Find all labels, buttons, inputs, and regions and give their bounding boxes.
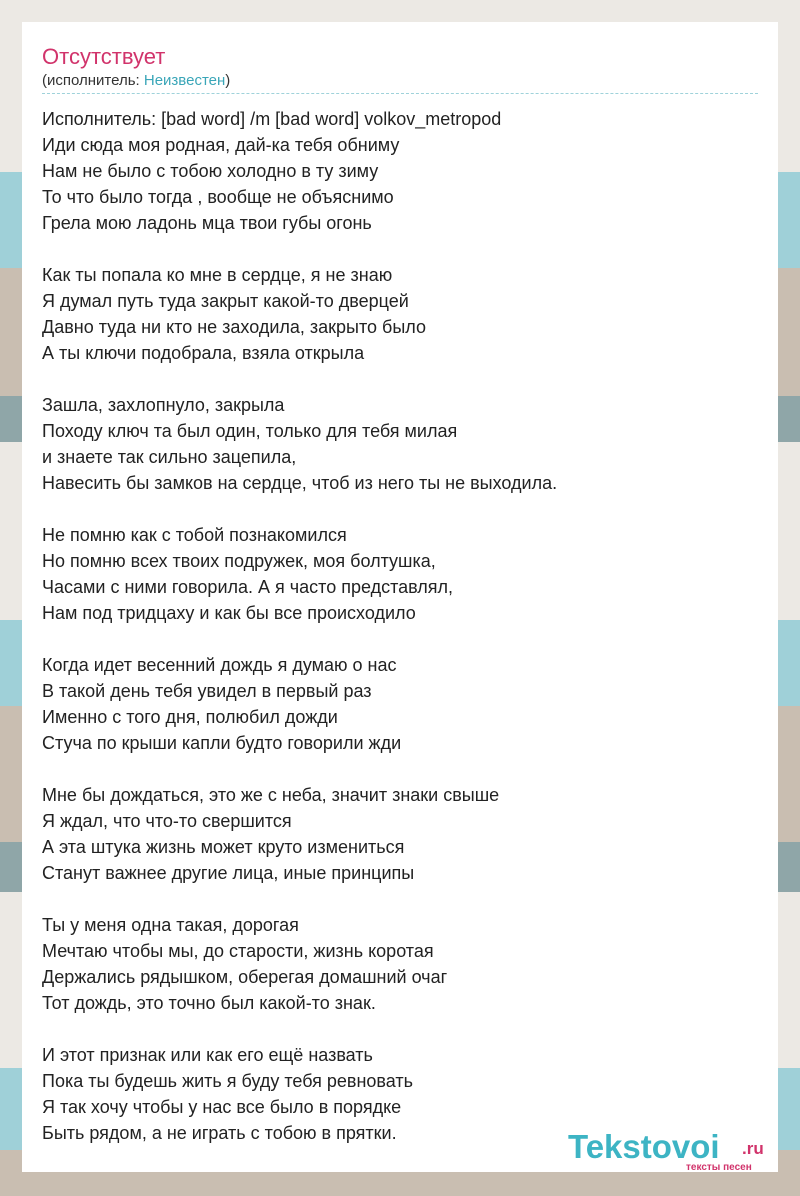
lyric-line: Нам не было с тобою холодно в ту зиму [42,161,379,181]
lyric-line: Не помню как с тобой познакомился [42,525,347,545]
artist-link[interactable]: Неизвестен [143,72,226,89]
lyric-line: Ты у меня одна такая, дорогая [42,915,299,935]
lyric-line: То что было тогда , вообще не объяснимо [42,187,394,207]
lyric-line: Навесить бы замков на сердце, чтоб из него ты не выходила. [42,473,558,493]
lyric-line: И этот признак или как его ещё назвать [42,1045,373,1065]
artist-line [42,72,230,89]
logo-wordmark: Tekstovoi [568,1128,720,1165]
lyric-line: А эта штука жизнь может круто измениться [42,837,405,857]
lyric-line: Именно с того дня, полюбил дожди [42,707,338,727]
lyric-line: Иди сюда моя родная, дай-ка тебя обниму [42,135,400,155]
stanza [42,912,762,1016]
lyric-line: и знаете так сильно зацепила, [42,447,297,467]
stanza [42,392,762,496]
lyric-line: А ты ключи подобрала, взяла открыла [42,343,365,363]
stanza [42,652,762,756]
lyrics-body [42,106,762,1172]
lyric-line: Часами с ними говорила. А я часто представлял, [42,577,454,597]
lyric-line: Когда идет весенний дождь я думаю о нас [42,655,397,675]
artist-prefix: (исполнитель: [42,72,144,89]
lyric-line: Стуча по крыши капли будто говорили жди [42,733,402,753]
logo-domain: .ru [742,1139,764,1158]
stanza [42,106,762,236]
title-divider [42,93,758,94]
lyric-line: Но помню всех твоих подружек, моя болтушка, [42,551,436,571]
logo-tagline: тексты песен [686,1162,752,1173]
lyric-line: Быть рядом, а не играть с тобою в прятки. [42,1123,397,1143]
lyric-line: Пока ты будешь жить я буду тебя ревновать [42,1071,413,1091]
lyric-line: Я так хочу чтобы у нас все было в порядке [42,1097,402,1117]
stanza [42,782,762,886]
lyric-line: Исполнитель: [bad word] /m [bad word] volkov_metropod [42,109,502,129]
lyric-line: Держались рядышком, оберегая домашний очаг [42,967,448,987]
lyric-line: Зашла, захлопнуло, закрыла [42,395,285,415]
lyric-line: Давно туда ни кто не заходила, закрыто было [42,317,427,337]
lyric-line: Мне бы дождаться, это же с неба, значит знаки свыше [42,785,500,805]
lyric-line: Грела мою ладонь мца твои губы огонь [42,213,372,233]
stanza [42,522,762,626]
lyric-line: Нам под тридцаху и как бы все происходило [42,603,416,623]
lyric-line: Походу ключ та был один, только для тебя милая [42,421,458,441]
lyric-line: Тот дождь, это точно был какой-то знак. [42,993,376,1013]
song-title: Отсутствует [42,44,166,69]
artist-suffix: ) [225,72,231,89]
lyric-line: Я ждал, что что-то свершится [42,811,292,831]
lyric-line: Станут важнее другие лица, иные принципы [42,863,415,883]
lyric-line: В такой день тебя увидел в первый раз [42,681,372,701]
lyric-line: Как ты попала ко мне в сердце, я не знаю [42,265,393,285]
stanza [42,262,762,366]
lyric-line: Мечтаю чтобы мы, до старости, жизнь коротая [42,941,434,961]
lyric-line: Я думал путь туда закрыт какой-то дверцей [42,291,409,311]
site-logo[interactable] [568,1128,778,1172]
lyrics-card [22,22,778,1172]
